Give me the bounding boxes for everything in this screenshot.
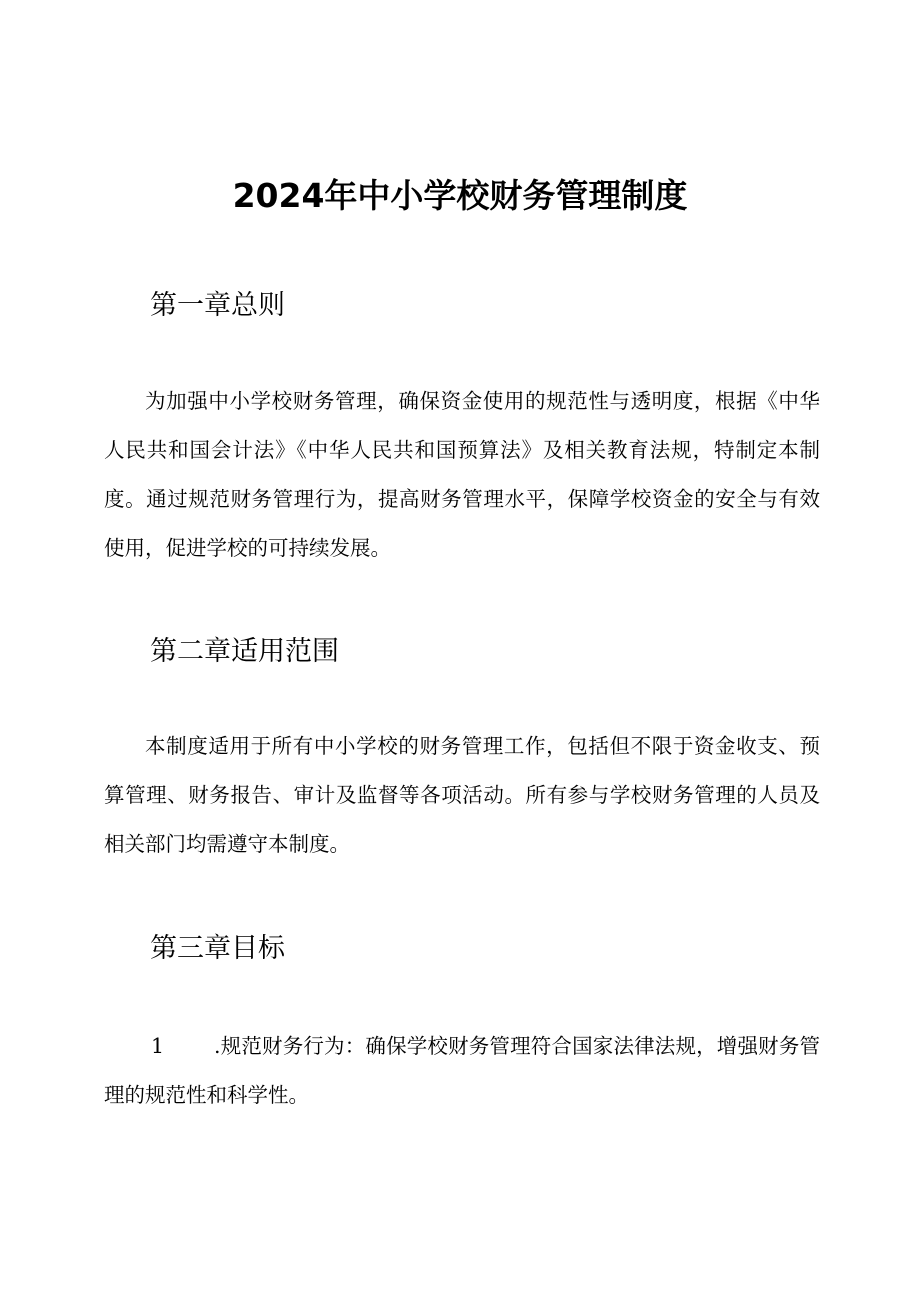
chapter-1-heading: 第一章总则 [150, 290, 285, 321]
chapter-1-paragraph: 为加强中小学校财务管理，确保资金使用的规范性与透明度，根据《中华人民共和国会计法》《中华人民共和国预算法》及相关教育法规，特制定本制度。通过规范财务管理行为，提高财务管理水平，保障学校资金的安全与有效使用，促进学校的可持续发展。 [104, 389, 820, 560]
list-item-text: .规范财务行为：确保学校财务管理符合国家法律法规，增强财务管理的规范性和科学性。 [104, 1034, 820, 1107]
chapter-3-heading: 第三章目标 [150, 933, 285, 964]
chapter-2-paragraph: 本制度适用于所有中小学校的财务管理工作，包括但不限于资金收支、预算管理、财务报告、审计及监督等各项活动。所有参与学校财务管理的人员及相关部门均需遵守本制度。 [104, 734, 820, 856]
list-item-number: 1 [151, 1034, 165, 1058]
chapter-2-heading: 第二章适用范围 [150, 636, 339, 667]
document-title: 2024年中小学校财务管理制度 [232, 176, 688, 215]
chapter-3-list-item [104, 1022, 820, 1120]
